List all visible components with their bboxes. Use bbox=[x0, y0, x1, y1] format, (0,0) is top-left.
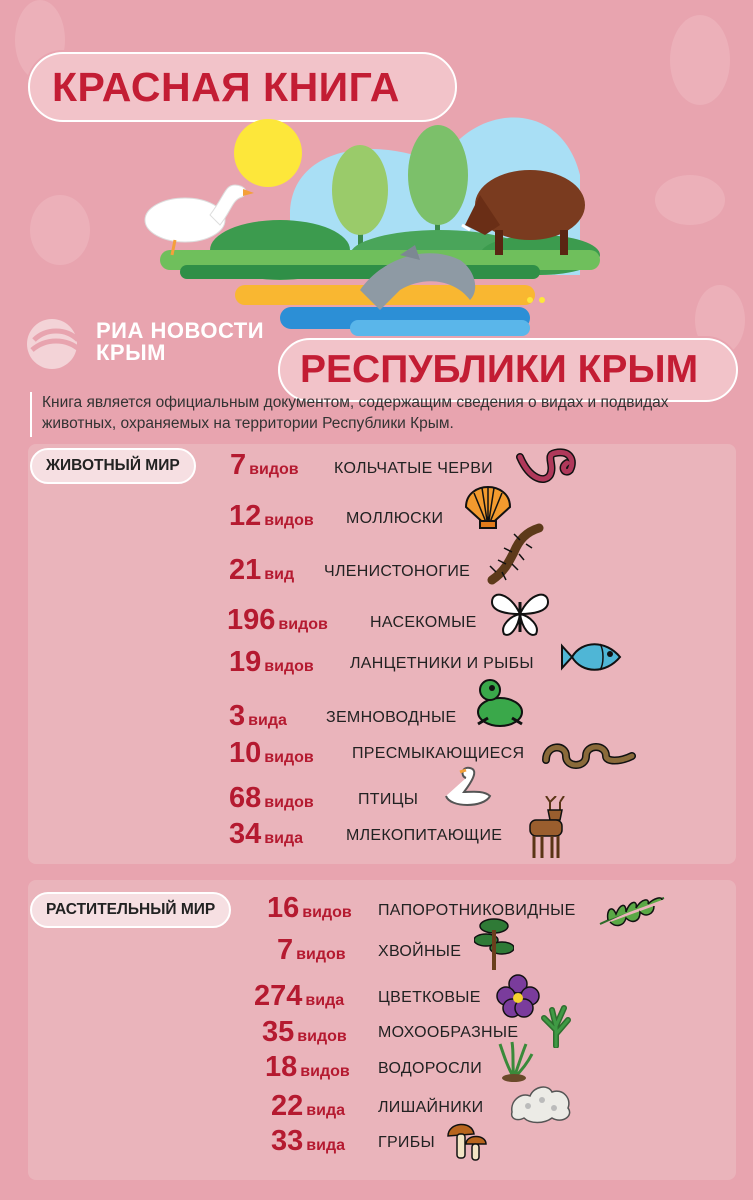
plant-count-3: 35 видов bbox=[262, 1016, 347, 1048]
frog-icon bbox=[472, 678, 528, 730]
plant-name-4: ВОДОРОСЛИ bbox=[378, 1060, 483, 1077]
plant-name-5: ЛИШАЙНИКИ bbox=[378, 1099, 484, 1116]
animal-count-6: 10 видов bbox=[229, 737, 314, 769]
animal-count-5: 3 вида bbox=[229, 700, 287, 732]
animal-count-8: 34 вида bbox=[229, 818, 303, 850]
animal-name-8: МЛЕКОПИТАЮЩИЕ bbox=[346, 827, 503, 844]
sun-icon bbox=[234, 119, 302, 187]
animal-count-2: 21 вид bbox=[229, 554, 295, 586]
animal-count-1: 12 видов bbox=[229, 500, 314, 532]
animal-name-7: ПТИЦЫ bbox=[358, 791, 419, 808]
plant-name-3: МОХООБРАЗНЫЕ bbox=[378, 1024, 519, 1041]
mushroom-icon bbox=[446, 1118, 488, 1164]
animal-name-0: КОЛЬЧАТЫЕ ЧЕРВИ bbox=[334, 460, 493, 477]
logo-text bbox=[96, 320, 264, 364]
plant-count-2: 274 вида bbox=[254, 980, 345, 1012]
plant-count-0: 16 видов bbox=[267, 892, 352, 924]
logo-line1: РИА НОВОСТИ bbox=[96, 318, 265, 343]
plant-name-1: ХВОЙНЫЕ bbox=[378, 943, 462, 960]
centipede-icon bbox=[484, 522, 544, 586]
nature-illustration bbox=[140, 85, 600, 345]
plant-count-1: 7 видов bbox=[277, 934, 346, 966]
title-line2: РЕСПУБЛИКИ КРЫМ bbox=[300, 348, 699, 391]
plant-count-4: 18 видов bbox=[265, 1051, 350, 1083]
animal-count-3: 196 видов bbox=[227, 604, 328, 636]
plants-label: РАСТИТЕЛЬНЫЙ МИР bbox=[30, 892, 231, 928]
butterfly-icon bbox=[488, 588, 552, 640]
snake-icon bbox=[540, 738, 640, 774]
fern-icon bbox=[598, 894, 666, 930]
deer-icon bbox=[520, 796, 570, 860]
logo-line2: КРЫМ bbox=[96, 340, 166, 365]
intro-text: Книга является официальным документом, содержащим сведения о видах и подвидах животных, охраняемых на территории Республики Крым. bbox=[30, 392, 732, 437]
animals-label: ЖИВОТНЫЙ МИР bbox=[30, 448, 196, 484]
plant-count-5: 22 вида bbox=[271, 1090, 345, 1122]
plant-count-6: 33 вида bbox=[271, 1125, 345, 1157]
plant-name-6: ГРИБЫ bbox=[378, 1134, 435, 1151]
swan-icon bbox=[440, 766, 496, 810]
animal-count-4: 19 видов bbox=[229, 646, 314, 678]
pine-icon bbox=[474, 916, 514, 972]
animal-name-4: ЛАНЦЕТНИКИ И РЫБЫ bbox=[350, 655, 534, 672]
animal-name-6: ПРЕСМЫКАЮЩИЕСЯ bbox=[352, 745, 525, 762]
animal-count-7: 68 видов bbox=[229, 782, 314, 814]
lichen-icon bbox=[508, 1082, 574, 1124]
animal-name-2: ЧЛЕНИСТОНОГИЕ bbox=[324, 563, 471, 580]
plant-name-2: ЦВЕТКОВЫЕ bbox=[378, 989, 481, 1006]
ria-logo-icon bbox=[26, 318, 86, 370]
animal-name-3: НАСЕКОМЫЕ bbox=[370, 614, 477, 631]
worm-icon bbox=[515, 445, 581, 485]
animal-name-1: МОЛЛЮСКИ bbox=[346, 510, 444, 527]
seaweed-icon bbox=[494, 1040, 534, 1082]
fish-icon bbox=[560, 636, 626, 678]
title-line1: КРАСНАЯ КНИГА bbox=[52, 64, 400, 110]
moss-icon bbox=[534, 1004, 578, 1048]
animal-count-0: 7 видов bbox=[230, 449, 299, 481]
plant-name-0: ПАПОРОТНИКОВИДНЫЕ bbox=[378, 902, 576, 919]
animal-name-5: ЗЕМНОВОДНЫЕ bbox=[326, 709, 457, 726]
